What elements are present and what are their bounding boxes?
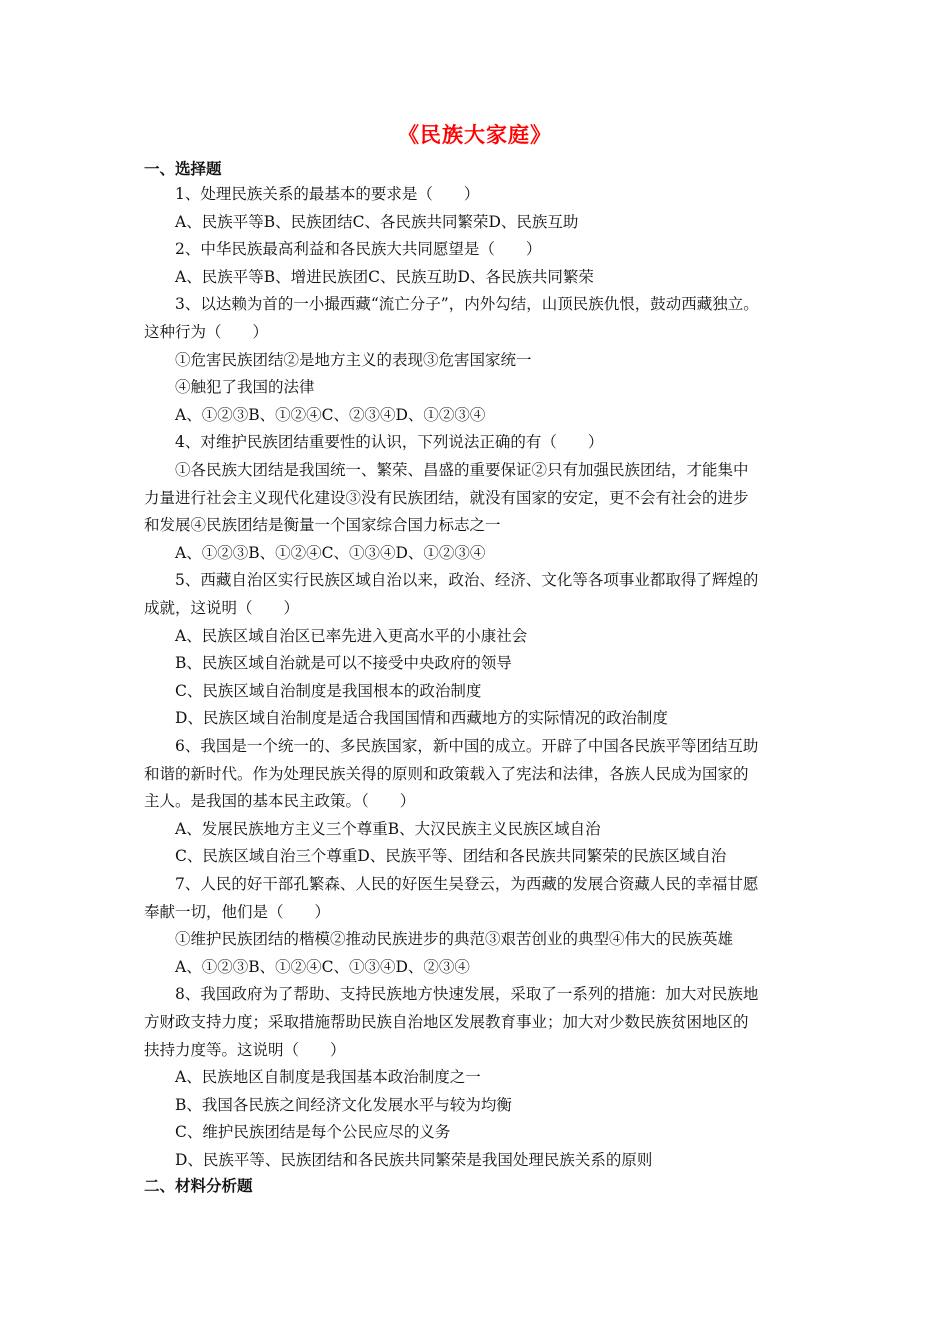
text-line: 和发展④民族团结是衡量一个国家综合国力标志之一 <box>144 516 501 535</box>
text-line: B、我国各民族之间经济文化发展水平与较为均衡 <box>175 1095 512 1114</box>
text-line: A、民族平等B、增进民族团C、民族互助D、各民族共同繁荣 <box>175 267 594 286</box>
text-line: 8、我国政府为了帮助、支持民族地方快速发展，采取了一系列的措施：加大对民族地 <box>175 985 759 1004</box>
text-line: C、民族区域自治制度是我国根本的政治制度 <box>175 681 482 700</box>
text-line: 3、以达赖为首的一小撮西藏“流亡分子”，内外勾结，山顶民族仇恨，鼓动西藏独立。 <box>175 295 759 314</box>
text-line: ①危害民族团结②是地方主义的表现③危害国家统一 <box>175 350 532 369</box>
text-line: 扶持力度等。这说明（ ） <box>144 1040 346 1059</box>
text-line: A、①②③B、①②④C、②③④D、①②③④ <box>175 405 486 424</box>
text-line: 6、我国是一个统一的、多民族国家，新中国的成立。开辟了中国各民族平等团结互助 <box>175 737 759 755</box>
text-line: A、民族平等B、民族团结C、各民族共同繁荣D、民族互助 <box>175 212 579 231</box>
text-line: A、民族区域自治区已率先进入更高水平的小康社会 <box>175 626 528 645</box>
text-line: D、民族平等、民族团结和各民族共同繁荣是我国处理民族关系的原则 <box>175 1151 653 1169</box>
text-line: 成就，这说明（ ） <box>144 599 300 617</box>
text-line: 和谐的新时代。作为处理民族关得的原则和政策载入了宪法和法律，各族人民成为国家的 <box>144 764 749 783</box>
text-line: B、民族区域自治就是可以不接受中央政府的领导 <box>175 654 512 673</box>
section-heading-choice: 一、选择题 <box>144 160 222 178</box>
text-line: D、民族区域自治制度是适合我国国情和西藏地方的实际情况的政治制度 <box>175 709 668 728</box>
text-line: C、民族区域自治三个尊重D、民族平等、团结和各民族共同繁荣的民族区域自治 <box>175 847 727 866</box>
text-line: A、①②③B、①②④C、①③④D、①②③④ <box>175 543 486 562</box>
text-line: 奉献一切，他们是（ ） <box>144 902 331 921</box>
text-line: C、维护民族团结是每个公民应尽的义务 <box>175 1123 451 1142</box>
text-line: ①各民族大团结是我国统一、繁荣、昌盛的重要保证②只有加强民族团结，才能集中 <box>175 461 749 479</box>
text-line: 4、对维护民族团结重要性的认识，下列说法正确的有（ ） <box>175 433 604 452</box>
section-heading-analysis: 二、材料分析题 <box>144 1176 253 1195</box>
text-line: ①维护民族团结的楷模②推动民族进步的典范③艰苦创业的典型④伟大的民族英雄 <box>175 930 734 949</box>
text-line: 5、西藏自治区实行民族区域自治以来，政治、经济、文化等各项事业都取得了辉煌的 <box>175 571 759 590</box>
text-line: 力量进行社会主义现代化建设③没有民族团结，就没有国家的安定，更不会有社会的进步 <box>144 488 749 507</box>
text-line: A、民族地区自制度是我国基本政治制度之一 <box>175 1068 481 1087</box>
text-line: 方财政支持力度；采取措施帮助民族自治地区发展教育事业；加大对少数民族贫困地区的 <box>144 1013 749 1031</box>
text-line: 1、处理民族关系的最基本的要求是（ ） <box>175 185 480 203</box>
text-line: 7、人民的好干部孔繁森、人民的好医生吴登云，为西藏的发展合资藏人民的幸福甘愿 <box>175 875 759 893</box>
text-line: 这种行为（ ） <box>144 323 269 341</box>
page-title: 《民族大家庭》 <box>398 122 552 147</box>
text-line: A、发展民族地方主义三个尊重B、大汉民族主义民族区域自治 <box>175 819 601 838</box>
text-line: 2、中华民族最高利益和各民族大共同愿望是（ ） <box>175 240 542 259</box>
text-line: ④触犯了我国的法律 <box>175 378 315 397</box>
text-line: 主人。是我国的基本民主政策。（ ） <box>144 792 416 811</box>
text-line: A、①②③B、①②④C、①③④D、②③④ <box>175 957 470 976</box>
